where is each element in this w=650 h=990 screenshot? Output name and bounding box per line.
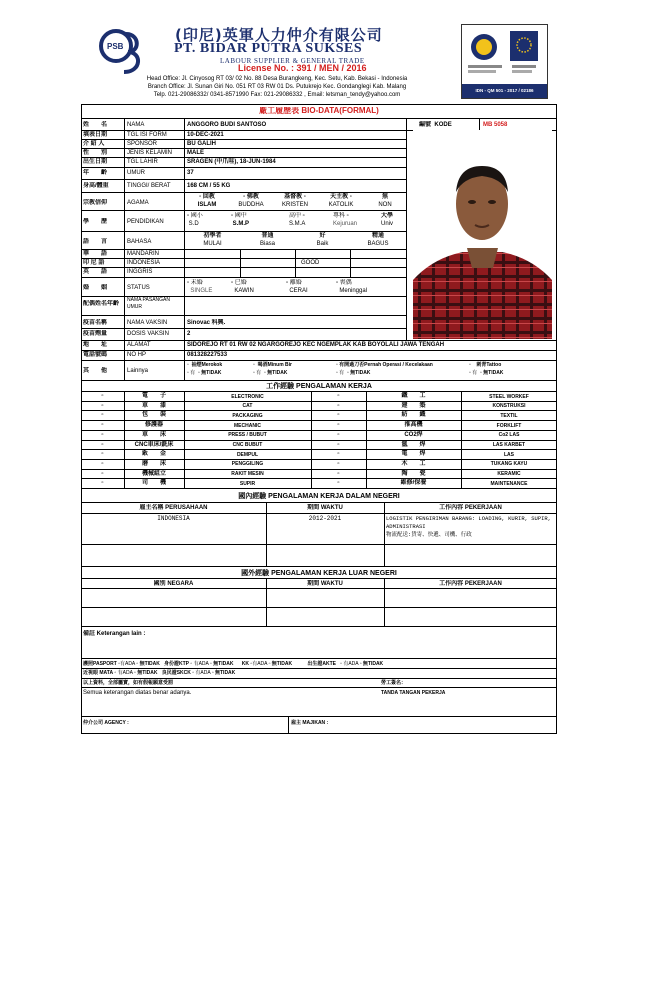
overseas-header-job: 工作內容 PEKERJAAN: [439, 581, 502, 587]
field-label: JENIS KELAMIN: [127, 150, 173, 156]
language-indonesia-level: GOOD: [301, 260, 320, 266]
vaccine-name-label: NAMA VAKSIN: [127, 320, 168, 326]
education-option[interactable]: 大學 Univ: [381, 213, 394, 227]
skill-checkbox[interactable]: ▫: [337, 412, 340, 419]
domestic-header-period: 期間 WAKTU: [307, 505, 343, 511]
domestic-title: 國內經驗 PENGALAMAN KERJA DALAM NEGERI: [238, 493, 400, 500]
status-option[interactable]: ▫ 已婚 KAWIN: [231, 280, 254, 294]
domestic-row-company: INDONESIA: [157, 515, 190, 522]
vaccine-dose-value: 2: [187, 331, 191, 337]
skill-name: CAT: [242, 403, 253, 410]
company-logo: [98, 26, 142, 74]
documents-row-2: 近視眼 MATA ▫ 有ADA ▫ 無TIDAK 良民證SKCK ▫ 有ADA ▫ 無TIDAK: [83, 670, 236, 676]
skill-name-cn: 鈑 金: [141, 451, 166, 458]
tattoo-option[interactable]: ▫ 刺青Tattoo ▫ 有 ▫ 無TIDAK: [469, 362, 504, 376]
field-value-name: ANGGORO BUDI SANTOSO: [187, 122, 267, 128]
company-chinese-title: (印尼)英軍人力仲介有限公司: [175, 26, 383, 44]
address-label: ALAMAT: [127, 342, 151, 348]
language-level: 精通 BAGUS: [367, 233, 389, 247]
cert-label: IDN - QM 501 - 2017 / 02186: [462, 84, 547, 98]
branch-office-address: Branch Office: Jl. Sunan Giri No. 051 RT 03 RW 01 Ds. Putukrejo Kec. Gondanglegi Kab. Malang: [147, 84, 407, 90]
religion-label: AGAMA: [127, 200, 149, 206]
field-label-cn: 介 紹 人: [83, 141, 105, 147]
work-skills-title: 工作經驗 PENGALAMAN KERJA: [266, 383, 372, 390]
skill-name: CNC BUBUT: [232, 442, 263, 448]
company-subtitle: LABOUR SUPPLIER & GENERAL TRADE: [220, 57, 365, 65]
other-label: Lainnya: [127, 368, 149, 374]
skill-name-cn: 建 築: [401, 402, 426, 409]
language-row-cn: 英 語: [83, 269, 108, 275]
field-label-cn: 性 別: [83, 150, 108, 156]
language-label-cn: 語 言: [83, 239, 108, 245]
address-label-cn: 地 址: [83, 342, 108, 348]
field-label-cn: 出生日期: [83, 159, 108, 165]
code-label: 編號 KODE: [419, 122, 452, 128]
bio-data-form: [81, 104, 557, 734]
skill-checkbox[interactable]: ▫: [101, 480, 104, 487]
overseas-title: 國外經驗 PENGALAMAN KERJA LUAR NEGERI: [241, 570, 397, 577]
signature-label: TANDA TANGAN PEKERJA: [381, 690, 446, 696]
skill-name: LAS: [504, 451, 514, 458]
phone-label: NO HP: [127, 352, 147, 358]
form-title-id: BIO-DATA(FORMAL): [301, 107, 379, 115]
skill-checkbox[interactable]: ▫: [101, 412, 104, 419]
field-label: UMUR: [127, 170, 145, 176]
form-title-cn: 廠工履歷表: [259, 107, 300, 115]
skill-checkbox[interactable]: ▫: [337, 480, 340, 487]
iso-certification-icon: [462, 25, 547, 83]
skill-checkbox[interactable]: ▫: [101, 441, 104, 448]
worker-photo: [413, 130, 552, 339]
form-title: [81, 107, 557, 115]
field-label: TGL LAHIR: [127, 159, 158, 165]
surgery-option[interactable]: ▫ 有開過刀否Pernah Operasi / Kecelakaan ▫ 有 ▫ 無TIDAK: [336, 362, 433, 376]
education-option[interactable]: 高中 ▫ S.M.A: [289, 213, 306, 227]
skill-name: TEXTIL: [500, 412, 518, 419]
skill-name: KERAMIC: [497, 471, 521, 478]
religion-option[interactable]: ▫ 回教 ISLAM: [197, 194, 217, 208]
skill-name: RAKIT MESIN: [231, 471, 264, 478]
language-row-label: INDONESIA: [127, 260, 161, 266]
spouse-label: NAMA PASANGAN UMUR: [127, 297, 170, 310]
skill-name: KONSTRUKSI: [492, 403, 526, 410]
skill-name: TUKANG KAYU: [490, 461, 528, 468]
overseas-header-period: 期間 WAKTU: [307, 581, 343, 587]
language-level: 初學者 MULAI: [203, 233, 222, 247]
skill-checkbox[interactable]: ▫: [101, 431, 104, 438]
address-value: SIDOREJO RT 01 RW 02 NGARGOREJO KEC NGEMPLAK KAB BOYOLALI JAWA TENGAH: [187, 342, 445, 348]
status-label-cn: 婚 姻: [83, 285, 108, 291]
documents-row-1: 護照PASPORT ▫有ADA ▫ 無TIDAK 身份證KTP ▫ 有ADA ▫ 無TIDAK KK ▫有ADA ▫ 無TIDAK 出生證AKTE ▫ 有ADA ▫ 無TIDAK: [83, 661, 384, 667]
vaccine-name-cn: 疫苗名稱: [83, 320, 108, 326]
field-value-form-date: 10-DEC-2021: [187, 132, 224, 138]
domestic-header-job: 工作內容 PEKERJAAN: [439, 505, 502, 511]
language-level: 好 Baik: [316, 233, 329, 247]
agency-label: 仲介公司 AGENCY :: [83, 720, 129, 726]
skill-checkbox[interactable]: ▫: [337, 431, 340, 438]
religion-option[interactable]: 基督教 ▫ KRISTEN: [281, 194, 308, 208]
vaccine-dose-cn: 疫苗劑量: [83, 331, 108, 337]
skill-name: FORKLIFT: [496, 422, 522, 429]
smoking-option[interactable]: ▫ 抽煙Merokok ▫ 有 ▫ 無TIDAK: [187, 362, 223, 376]
skill-checkbox[interactable]: ▫: [101, 422, 104, 429]
vaccine-name-value: Sinovac 科興.: [187, 320, 226, 326]
skill-name-cn: 氬 焊: [401, 441, 426, 448]
skill-name: PACKAGING: [232, 412, 263, 419]
field-label-cn: 姓 名: [83, 122, 108, 128]
skill-name: MAINTENANCE: [490, 480, 528, 487]
skill-name: STEEL WORKEF: [489, 393, 529, 400]
field-label: TGL ISI FORM: [127, 132, 167, 138]
skill-name-cn: CNC車床/銑床: [134, 441, 174, 448]
skill-name-cn: 鐵 工: [401, 393, 426, 399]
field-value-gender: MALE: [187, 150, 204, 156]
skill-name-cn: 修護器: [144, 422, 163, 429]
field-label: TINGGI/ BERAT: [127, 183, 171, 189]
field-label-cn: 填表日期: [83, 132, 108, 138]
skill-name-cn: 機械組立: [141, 470, 166, 477]
education-option[interactable]: ▫ 國中 S.M.P: [231, 213, 250, 227]
status-option[interactable]: ▫ 喪偶 Meninggal: [336, 280, 368, 294]
head-office-address: Head Office: Jl. Cinyosog RT 03/ 02 No. 88 Desa Burangkeng, Kec. Setu, Kab. Bekasi - Indonesia: [146, 76, 408, 82]
license-number: License No. : 391 / MEN / 2016: [238, 63, 367, 73]
education-label-cn: 學 歷: [83, 219, 108, 225]
field-value-sponsor: BU GALIH: [187, 141, 216, 147]
skill-checkbox[interactable]: ▫: [101, 402, 104, 409]
skill-name-cn: 車 床: [141, 431, 166, 438]
skill-checkbox[interactable]: ▫: [337, 451, 340, 458]
skill-name-cn: 推高機: [404, 422, 423, 429]
skill-checkbox[interactable]: ▫: [337, 460, 340, 467]
skill-checkbox[interactable]: ▫: [101, 460, 104, 467]
language-level: 普通 Biasa: [259, 233, 275, 247]
declaration-cn: 以上資料，全部屬實，如有假報願意受罰: [83, 680, 174, 686]
religion-option[interactable]: 無 NON: [378, 194, 392, 208]
skill-name-cn: 紡 織: [401, 412, 426, 419]
skill-name: Co2 LAS: [498, 432, 520, 439]
skill-name-cn: 包 裝: [141, 412, 166, 419]
field-label: SPONSOR: [127, 141, 158, 147]
vaccine-dose-label: DOSIS VAKSIN: [127, 331, 169, 337]
field-value-height-weight: 168 CM / 55 KG: [187, 183, 231, 189]
religion-option[interactable]: ▫ 佛教 BUDDHA: [238, 194, 264, 208]
overseas-header-country: 國別 NEGARA: [153, 581, 194, 587]
skill-name-cn: 維修/保養: [400, 480, 427, 487]
language-row-label: MANDARIN: [127, 251, 160, 257]
spouse-label-cn: 配偶姓名年齡: [83, 301, 120, 307]
language-row-cn: 華 語: [83, 251, 108, 257]
skill-name-cn: 電 焊: [401, 451, 426, 458]
skill-name-cn: 磨 床: [141, 460, 166, 467]
drinking-option[interactable]: ▫ 喝酒Minum Bir ▫ 有 ▫ 無TIDAK: [253, 362, 293, 376]
language-row-label: INGGRIS: [127, 269, 153, 275]
code-value: MB 5058: [483, 122, 508, 128]
domestic-row-period: 2012-2021: [308, 515, 342, 522]
skill-checkbox[interactable]: ▫: [337, 470, 340, 477]
status-option[interactable]: ▫ 離婚 CERAI: [286, 280, 308, 294]
language-row-cn: 印 尼 語: [83, 260, 105, 266]
domestic-header-company: 雇主名稱 PERUSAHAAN: [139, 505, 208, 511]
field-label-cn: 身高/體重: [83, 183, 109, 189]
skill-checkbox[interactable]: ▫: [101, 393, 104, 399]
skill-name-cn: 陶 瓷: [401, 470, 426, 477]
skill-name: PENGGILING: [231, 461, 264, 468]
status-option[interactable]: ▫ 未婚 SINGLE: [187, 280, 213, 294]
domestic-row-job: LOGISTIK PENGIRIMAN BARANG: LOADING, KURIR, SUPIR, ADMINISTRASI 物流配送:貨寄、快遞、司機、行政: [386, 515, 552, 538]
skill-name-cn: 司 機: [141, 480, 166, 487]
field-label: NAMA: [127, 122, 145, 128]
skill-checkbox[interactable]: ▫: [337, 402, 340, 409]
skill-name: DEMPUL: [236, 451, 259, 458]
education-option[interactable]: 專科 ▫ Kejuruan: [333, 213, 358, 227]
religion-label-cn: 宗教信仰: [83, 200, 108, 206]
skill-checkbox[interactable]: ▫: [337, 422, 340, 429]
skill-name: ELECTRONIC: [231, 393, 264, 400]
company-name: PT. BIDAR PUTRA SUKSES: [174, 41, 363, 56]
field-value-birth: SRAGEN (中爪哇), 18-JUN-1984: [187, 159, 276, 165]
skill-checkbox[interactable]: ▫: [337, 393, 340, 399]
skill-name: LAS KARBET: [492, 442, 526, 448]
signature-label-cn: 勞工簽名：: [381, 680, 407, 686]
field-label-cn: 年 齡: [83, 170, 108, 176]
skill-name-cn: 車 漆: [141, 402, 166, 409]
other-label-cn: 其 他: [83, 368, 108, 374]
skill-name-cn: 木 工: [401, 460, 426, 467]
status-label: STATUS: [127, 285, 150, 291]
skill-name-cn: CO2焊: [404, 431, 423, 438]
phone-value: 081328227533: [187, 352, 228, 358]
contact-info: Telp. 021-29086332/ 0341-8571990 Fax: 021-29086332 , Email: letsman_tendy@yahoo.com: [153, 92, 401, 98]
skill-checkbox[interactable]: ▫: [337, 441, 340, 448]
field-value-age: 37: [187, 170, 194, 176]
skill-name: PRESS / BUBUT: [228, 432, 267, 439]
skill-checkbox[interactable]: ▫: [101, 470, 104, 477]
certification-badge: [461, 24, 548, 99]
skill-name: MECHANIC: [234, 422, 261, 429]
notes-label: 備註 Keterangan lain :: [83, 631, 146, 637]
skill-name: SUPIR: [239, 480, 256, 487]
logo-text: PSB: [107, 42, 124, 51]
skill-name-cn: 電 子: [141, 393, 166, 399]
skill-checkbox[interactable]: ▫: [101, 451, 104, 458]
declaration-id: Semua keterangan diatas benar adanya.: [83, 690, 192, 696]
phone-label-cn: 電話號碼: [83, 352, 108, 358]
education-option[interactable]: ▫ 國小 S.D: [187, 213, 203, 227]
language-label: BAHASA: [127, 239, 152, 245]
education-label: PENDIDIKAN: [127, 219, 164, 225]
religion-option[interactable]: 天主教 ▫ KATOLIK: [328, 194, 354, 208]
employer-label: 雇主 MAJIKAN :: [291, 720, 329, 726]
